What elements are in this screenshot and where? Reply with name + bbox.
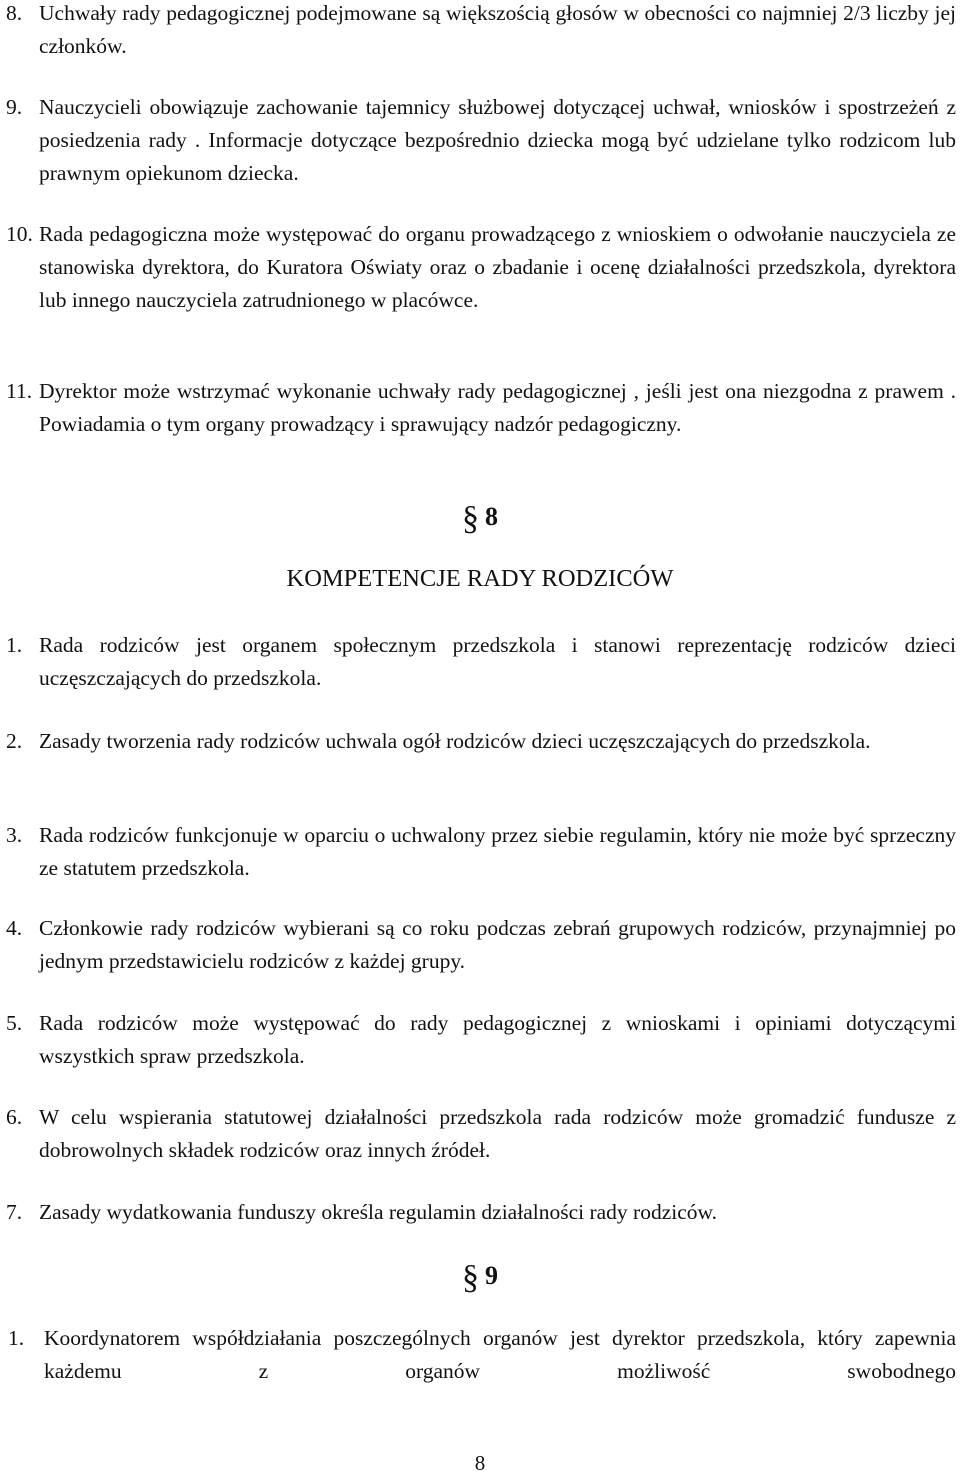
page-number: 8 <box>474 1451 486 1475</box>
item-text: Dyrektor może wstrzymać wykonanie uchwały rady pedagogicznej , jeśli jest ona niezgodna z prawem . Powiadamia o tym organy prowadzący i sprawujący nadzór pedagogiczny. <box>39 379 956 436</box>
item-number: 3. <box>6 823 23 847</box>
item-number: 11. <box>6 379 33 403</box>
item-text: Rada pedagogiczna może występować do organu prowadzącego z wnioskiem o odwołanie nauczyciela ze stanowiska dyrektora, do Kuratora Oświaty oraz o zbadanie i ocenę działalności przedszkola, dyrektora lub innego nauczyciela zatrudnionego w placówce. <box>39 222 956 312</box>
list-item-7 <box>6 1196 956 1229</box>
list-item-6 <box>6 1101 956 1167</box>
section-symbol: § <box>462 1259 479 1296</box>
list-item-2 <box>6 725 956 758</box>
item-text: Rada rodziców jest organem społecznym przedszkola i stanowi reprezentację rodziców dzieci uczęszczających do przedszkola. <box>39 633 956 690</box>
section-symbol: § <box>462 500 479 537</box>
section-heading: KOMPETENCJE RADY RODZICÓW <box>286 565 674 592</box>
section-number: 8 <box>485 502 498 531</box>
item-number: 5. <box>6 1011 23 1035</box>
item-number: 8. <box>6 1 23 25</box>
section-number: 9 <box>485 1261 498 1290</box>
item-text: Rada rodziców funkcjonuje w oparciu o uchwalony przez siebie regulamin, który nie może być sprzeczny ze statutem przedszkola. <box>39 823 956 880</box>
section-8-marker <box>0 500 960 538</box>
list-item-9 <box>6 91 956 190</box>
item-number: 10. <box>6 222 33 246</box>
item-text: Nauczycieli obowiązuje zachowanie tajemnicy służbowej dotyczącej uchwał, wniosków i spostrzeżeń z posiedzenia rady . Informacje dotyczące bezpośrednio dziecka mogą być udzielane tylko rodzicom lub prawnym opiekunom dziecka. <box>39 95 956 185</box>
item-number: 1. <box>8 1326 25 1350</box>
item-number: 1. <box>6 633 23 657</box>
list-item-3 <box>6 819 956 885</box>
list-item-11 <box>6 375 956 441</box>
list-item-1 <box>8 1322 956 1388</box>
list-item-8 <box>6 0 956 63</box>
item-text: Członkowie rady rodziców wybierani są co roku podczas zebrań grupowych rodziców, przynajmniej po jednym przedstawicielu rodziców z każdej grupy. <box>39 916 956 973</box>
item-text: Zasady tworzenia rady rodziców uchwala ogół rodziców dzieci uczęszczających do przedszkola. <box>39 729 871 753</box>
section-9-marker <box>0 1259 960 1297</box>
item-text: W celu wspierania statutowej działalności przedszkola rada rodziców może gromadzić fundusze z dobrowolnych składek rodziców oraz innych źródeł. <box>39 1105 956 1162</box>
list-item-10 <box>6 218 956 317</box>
list-item-5 <box>6 1007 956 1073</box>
item-number: 9. <box>6 95 23 119</box>
item-text: Uchwały rady pedagogicznej podejmowane są większością głosów w obecności co najmniej 2/3 liczby jej członków. <box>39 1 956 58</box>
item-number: 4. <box>6 916 23 940</box>
item-text: Rada rodziców może występować do rady pedagogicznej z wnioskami i opiniami dotyczącymi wszystkich spraw przedszkola. <box>39 1011 956 1068</box>
item-number: 2. <box>6 729 23 753</box>
list-item-1 <box>6 629 956 695</box>
item-number: 7. <box>6 1200 23 1224</box>
item-text: Koordynatorem współdziałania poszczególnych organów jest dyrektor przedszkola, który zapewnia każdemu z organów możliwość swobodnego <box>44 1326 956 1383</box>
list-item-4 <box>6 912 956 978</box>
item-number: 6. <box>6 1105 23 1129</box>
item-text: Zasady wydatkowania funduszy określa regulamin działalności rady rodziców. <box>39 1200 718 1224</box>
